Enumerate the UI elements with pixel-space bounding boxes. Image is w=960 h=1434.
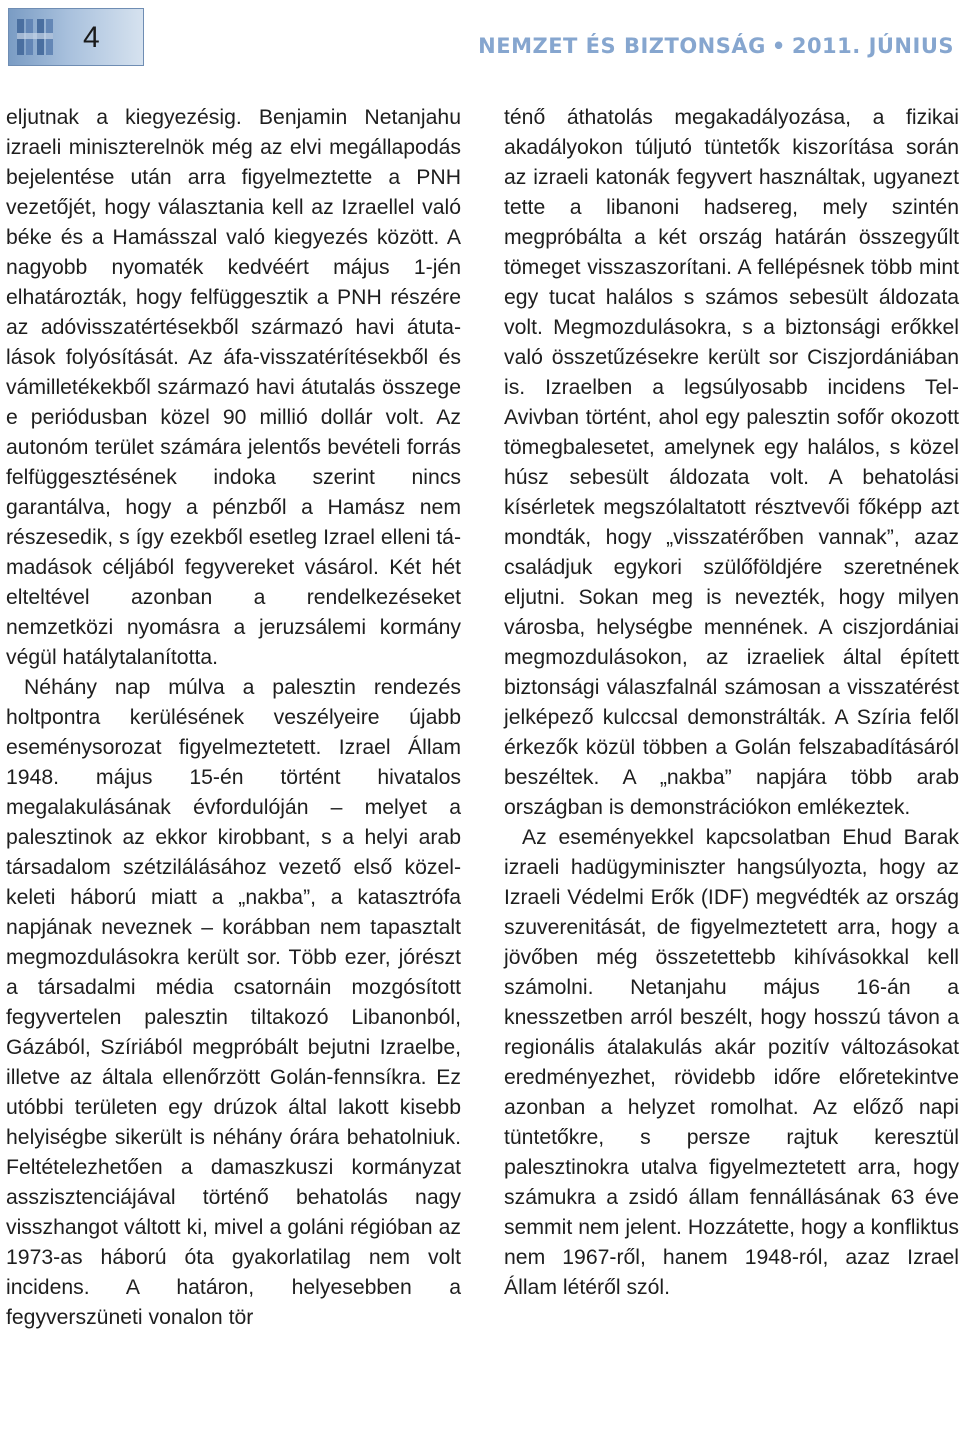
left-paragraph-2: Néhány nap múlva a palesztin rendezés holtpontra kerülésének veszélyeire újabb eseménysorozat figyelmeztetett. Izrael Állam 1948. május 15-én történt hivatalos megalakulásának évfordulóján – melyet a palesztinok az ekkor kirobbant, s a helyi arab társadalom szétzilálásához vezető első közel-keleti háború miatt a „nakba”, a katasztrófa napjának neveznek – korábban nem tapasztalt megmozdulásokra került sor. Több ezer, jórészt a társadalmi média csatornáin mozgósított fegyvertelen palesztin tiltakozó Libanonból, Gázából, Szíriából megpróbált bejutni Izraelbe, illetve az általa ellenőrzött Golán-fennsíkra. Ez utóbbi területen egy drúzok által lakott kisebb helyiségbe sikerült is néhány órára behatolniuk. Feltételezhetően a damaszkuszi kormányzat asszisztenciájával történő behatolás nagy visszhangot váltott ki, mivel a goláni régióban az 1973-as háború óta gyakorlatilag nem volt incidens. A határon, helyesebben a fegyverszüneti vonalon tör [6,676,461,1329]
left-paragraph-1: eljutnak a kiegyezésig. Benjamin Netanjahu izraeli miniszterelnök még az elvi megállapodás bejelentése után arra figyelmeztette a PNH vezetőjét, hogy választania kell az Izraellel való béke és a Hamásszal való kiegyezés között. A nagyobb nyomaték kedvéért május 1-jén elhatározták, hogy felfüggesztik a PNH részére az adóvisszatértésekből származó havi átutalások folyósítását. Az áfa-visszatérítésekből és vámilletékekből származó havi átutalás összege e periódusban közel 90 millió dollár volt. Az autonóm terület számára jelentős bevételi forrás felfüggesztésének indoka szerint nincs garantálva, hogy a pénzből a Hamász nem részesedik, s így ezekből esetleg Izrael elleni támadások céljából fegyvereket vásárol. Két hét elteltével azonban a rendelkezéseket nemzetközi nyomásra a jeruzsálemi kormány végül hatálytalanította. [6,106,461,669]
right-paragraph-1: ténő áthatolás megakadályozása, a fizikai akadályokon túljutó tüntetők kiszorítása során az izraeli katonák fegyvert használtak, ugyanezt tette a libanoni hadsereg, mely szintén megpróbálta a két ország határán összegyűlt tömeget visszaszorítani. A fellépésnek több mint egy tucat halálos s számos sebesült áldozata volt. Megmozdulásokra, s a biztonsági erőkkel való összetűzésekre került sor Ciszjordániában is. Izraelben a legsúlyosabb incidens Tel-Avivban történt, ahol egy palesztin sofőr okozott tömegbalesetet, amelynek egy halálos, s közel húsz sebesült áldozata volt. A behatolási kísérletek megszólaltatott résztvevői főképp azt mondták, hogy „visszatérőben vannak”, azaz családjuk egykori szülőföldjére szeretnének eljutni. Sokan meg is nevezték, hogy milyen városba, helységbe mennének. A ciszjordániai megmozdulásokon, az izraeliek által épített biztonsági válaszfalnál számosan a visszatérést jelképező kulccsal demonstrálták. A Szíria felől érkezők közül többen a Golán felszabadításáról beszéltek. A „nakba” napjára több arab országban is demonstrációkon emlékeztek. [504,106,959,819]
page-number: 4 [83,21,100,54]
running-title [478,34,954,58]
right-column [504,103,959,1303]
journal-logo [8,8,144,66]
journal-logo-icon [15,15,59,59]
journal-name: NEMZET ÉS BIZTONSÁG [478,34,766,58]
issue-date: 2011. JÚNIUS [791,34,954,58]
right-paragraph-2: Az eseményekkel kapcsolatban Ehud Barak izraeli hadügyminiszter hangsúlyozta, hogy az Izraeli Védelmi Erők (IDF) megvédték az ország szuverenitását, de figyelmeztetett arra, hogy a jövőben még összetettebb kihívásokkal kell számolni. Netanjahu május 16-án a knesszetben arról beszélt, hogy hosszú távon a regionális átalakulás akár pozitív változásokat eredményezhet, rövidebb időre előretekintve azonban a helyzet romolhat. Az előző napi tüntetőkre, s persze rajtuk keresztül palesztinokra utalva figyelmeztetett arra, hogy számukra a zsidó állam fennállásának 63 éve semmit nem jelent. Hozzátette, hogy a konfliktus nem 1967-ről, hanem 1948-ról, azaz Izrael Állam létéről szól. [504,826,959,1299]
left-column [6,103,461,1333]
page-header [0,0,960,78]
title-separator: • [771,34,786,58]
